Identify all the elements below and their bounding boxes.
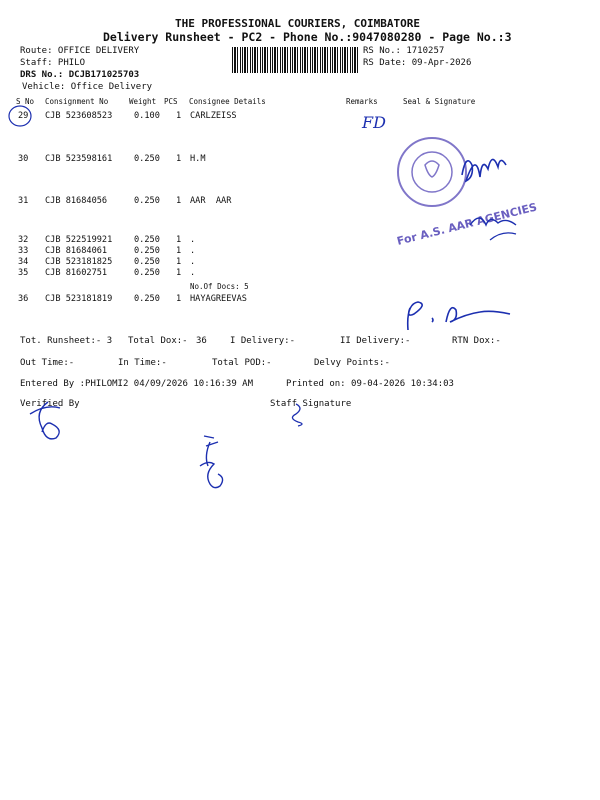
row-pcs: 1 bbox=[176, 154, 182, 164]
row-consignment: CJB 522519921 bbox=[45, 235, 113, 245]
company-title: THE PROFESSIONAL COURIERS, COIMBATORE bbox=[175, 17, 421, 30]
signature-30 bbox=[462, 159, 506, 181]
col-consignee: Consignee Details bbox=[189, 97, 266, 106]
row-weight: 0.250 bbox=[134, 246, 160, 256]
no-of-docs: No.Of Docs: 5 bbox=[190, 282, 249, 291]
row-sno: 31 bbox=[18, 196, 29, 206]
total-pod: Total POD:- bbox=[212, 358, 272, 368]
row-weight: 0.250 bbox=[134, 257, 160, 267]
row-consignee: . bbox=[190, 257, 196, 267]
col-remarks: Remarks bbox=[346, 97, 378, 106]
delvy-points: Delvy Points:- bbox=[314, 358, 390, 368]
row-sno: 32 bbox=[18, 235, 29, 245]
row-pcs: 1 bbox=[176, 257, 182, 267]
row-sno: 33 bbox=[18, 246, 29, 256]
staff-signature-mark bbox=[292, 404, 302, 426]
circle-mark bbox=[9, 106, 31, 126]
row-consignee: CARLZEISS bbox=[190, 111, 237, 121]
i-delivery: I Delivery:- bbox=[230, 336, 296, 346]
vehicle-label: Vehicle: Office Delivery bbox=[22, 82, 153, 92]
col-pcs: PCS bbox=[164, 97, 178, 106]
row-consignment: CJB 81602751 bbox=[45, 268, 108, 278]
row-weight: 0.250 bbox=[134, 294, 160, 304]
staff-signature-label: Staff Signature bbox=[270, 399, 352, 409]
row-weight: 0.250 bbox=[134, 154, 160, 164]
col-weight: Weight bbox=[129, 97, 157, 106]
row-sno: 29 bbox=[18, 111, 29, 121]
row-weight: 0.100 bbox=[134, 111, 160, 121]
row-consignee: . bbox=[190, 246, 196, 256]
rs-date: RS Date: 09-Apr-2026 bbox=[363, 58, 472, 68]
printed-on: Printed on: 09-04-2026 10:34:03 bbox=[286, 379, 454, 389]
route-label: Route: OFFICE DELIVERY bbox=[20, 46, 140, 56]
office-stamp bbox=[398, 138, 466, 206]
total-runsheet: Tot. Runsheet:- 3 bbox=[20, 336, 113, 346]
row-consignee: HAYAGREEVAS bbox=[190, 294, 247, 304]
out-time: Out Time:- bbox=[20, 358, 75, 368]
ii-delivery: II Delivery:- bbox=[340, 336, 411, 346]
row-weight: 0.250 bbox=[134, 235, 160, 245]
row-consignee: AAR AAR bbox=[190, 196, 232, 206]
row-pcs: 1 bbox=[176, 196, 182, 206]
row-consignee: . bbox=[190, 235, 196, 245]
row-pcs: 1 bbox=[176, 111, 182, 121]
verified-signature bbox=[30, 402, 60, 439]
verified-by: Verified By bbox=[20, 399, 80, 409]
row-sno: 35 bbox=[18, 268, 29, 278]
row-consignment: CJB 81684056 bbox=[45, 196, 108, 206]
row-weight: 0.250 bbox=[134, 196, 160, 206]
drs-number: DRS No.: DCJB171025703 bbox=[20, 70, 140, 80]
row-consignment: CJB 81684061 bbox=[45, 246, 108, 256]
signature-36 bbox=[408, 302, 510, 330]
scribble-mark bbox=[200, 436, 223, 488]
col-seal: Seal & Signature bbox=[403, 97, 476, 106]
row-pcs: 1 bbox=[176, 268, 182, 278]
row-consignment: CJB 523598161 bbox=[45, 154, 113, 164]
rtn-dox: RTN Dox:- bbox=[452, 336, 501, 346]
row-consignment: CJB 523181825 bbox=[45, 257, 113, 267]
row-sno: 34 bbox=[18, 257, 29, 267]
row-weight: 0.250 bbox=[134, 268, 160, 278]
row-consignment: CJB 523181819 bbox=[45, 294, 113, 304]
total-dox-label: Total Dox:- bbox=[128, 336, 188, 346]
row-sno: 36 bbox=[18, 294, 29, 304]
row-consignee: . bbox=[190, 268, 196, 278]
row-consignee: H.M bbox=[190, 154, 206, 164]
staff-label: Staff: PHILO bbox=[20, 58, 86, 68]
row-pcs: 1 bbox=[176, 294, 182, 304]
total-dox-value: 36 bbox=[196, 336, 207, 346]
remark-fd: FD bbox=[362, 113, 386, 132]
entered-by: Entered By :PHILOMI2 04/09/2026 10:16:39 AM bbox=[20, 379, 253, 389]
row-consignment: CJB 523608523 bbox=[45, 111, 113, 121]
col-consignment: Consignment No bbox=[45, 97, 109, 106]
col-sno: S No bbox=[16, 97, 35, 106]
row-pcs: 1 bbox=[176, 235, 182, 245]
stamp-text: For A.S. AAR AGENCIES bbox=[395, 200, 539, 248]
row-sno: 30 bbox=[18, 154, 29, 164]
in-time: In Time:- bbox=[118, 358, 167, 368]
rs-number: RS No.: 1710257 bbox=[363, 46, 445, 56]
runsheet-subtitle: Delivery Runsheet - PC2 - Phone No.:9047080280 - Page No.:3 bbox=[103, 30, 512, 44]
row-pcs: 1 bbox=[176, 246, 182, 256]
